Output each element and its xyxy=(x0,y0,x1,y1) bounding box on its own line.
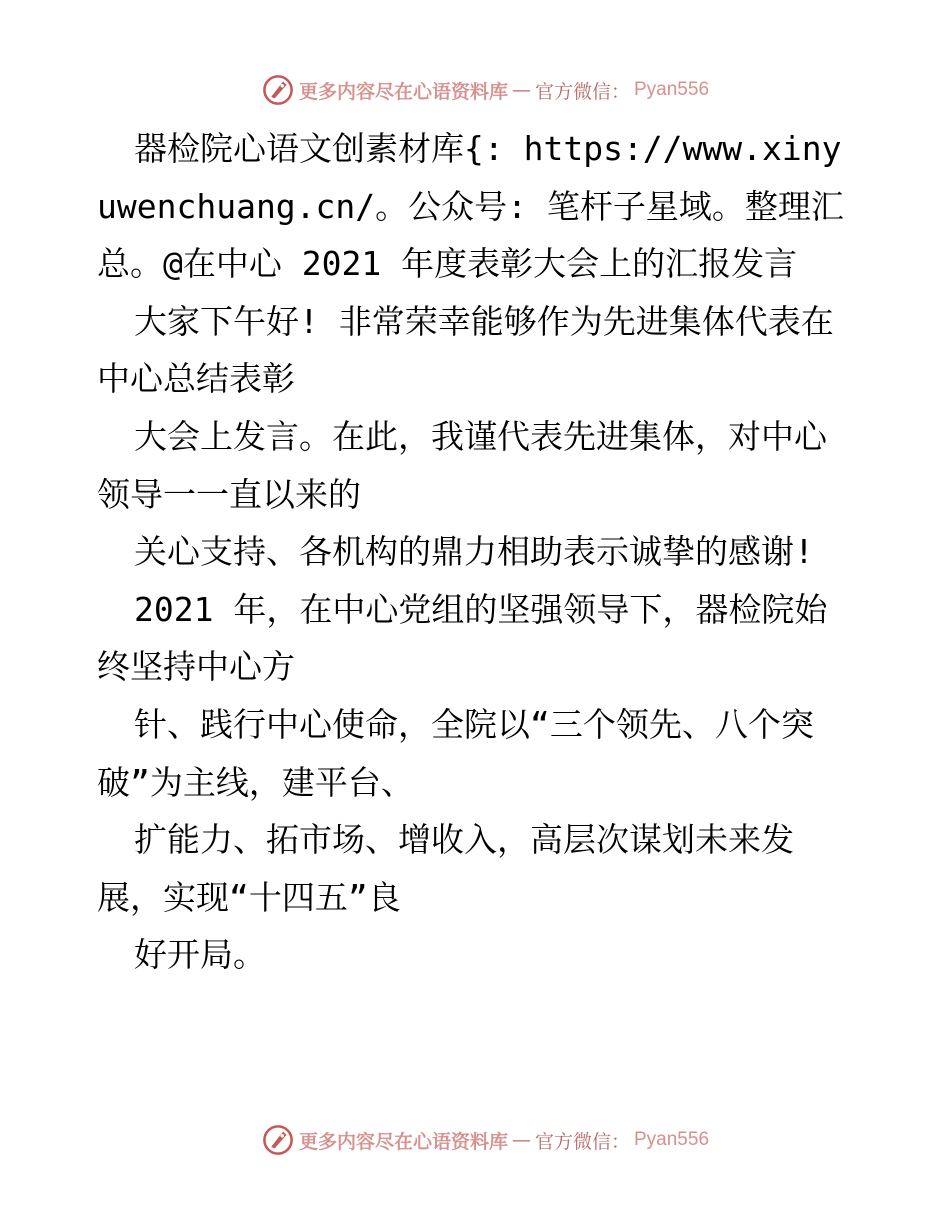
paragraph: 大会上发言。在此，我谨代表先进集体，对中心领导一一直以来的 xyxy=(97,416,827,514)
page-footer-watermark xyxy=(0,1120,950,1160)
paragraph: 大家下午好! 非常荣幸能够作为先进集体代表在中心总结表彰 xyxy=(97,301,834,399)
paragraph: 针、践行中心使命，全院以“三个领先、八个突破”为主线，建平台、 xyxy=(97,704,814,802)
brand-dash: — xyxy=(511,79,531,101)
brand-title: 更多内容尽在心语资料库 xyxy=(298,80,508,103)
paragraph: 关心支持、各机构的鼎力相助表示诚挚的感谢! xyxy=(134,532,814,572)
document-body xyxy=(97,120,857,984)
paragraph: 2021 年，在中心党组的坚强领导下，器检院始终坚持中心方 xyxy=(97,589,828,687)
brand-wechat-id: Pyan556 xyxy=(634,1129,710,1150)
brand-banner xyxy=(261,1123,709,1157)
paragraph: 扩能力、拓市场、增收入，高层次谋划未来发展，实现“十四五”良 xyxy=(97,820,794,917)
brand-wechat-label: 官方微信： xyxy=(534,80,630,103)
brand-banner xyxy=(261,73,709,107)
paragraph: 好开局。 xyxy=(134,935,266,975)
pen-nib-logo-icon xyxy=(261,73,295,107)
page-header-watermark xyxy=(0,70,950,110)
brand-wechat-id: Pyan556 xyxy=(634,79,710,100)
brand-title: 更多内容尽在心语资料库 xyxy=(298,1130,508,1153)
brand-dash: — xyxy=(511,1129,531,1151)
paragraph: 器检院心语文创素材库{: https://www.xinyuwenchuang.cn/。公众号: 笔杆子星域。整理汇总。@在中心 2021 年度表彰大会上的汇报发言 xyxy=(97,129,844,284)
brand-wechat-label: 官方微信： xyxy=(534,1130,630,1153)
pen-nib-logo-icon xyxy=(261,1123,295,1157)
